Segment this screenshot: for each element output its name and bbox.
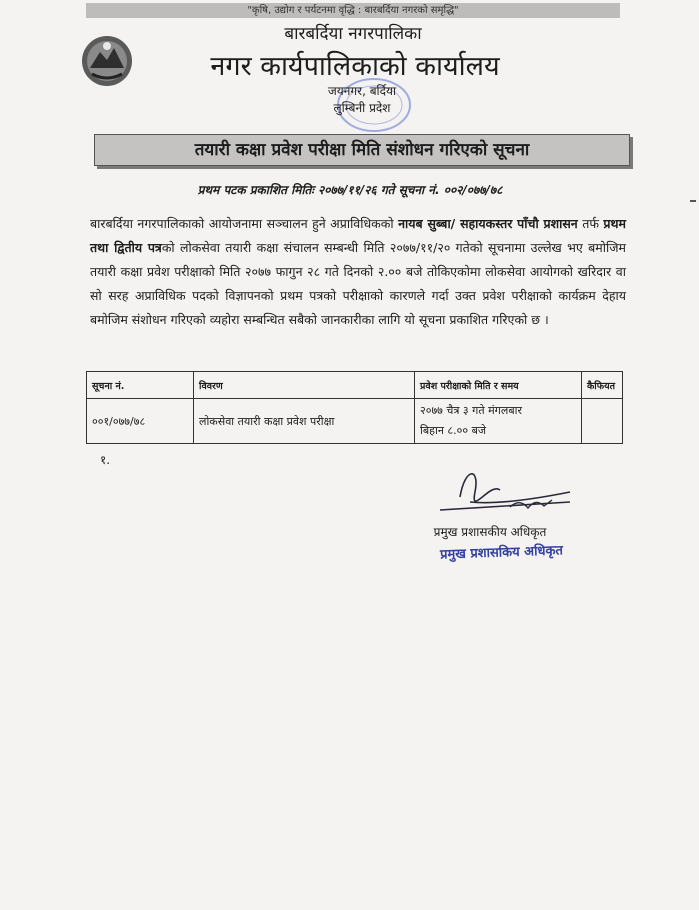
- published-line: प्रथम पटक प्रकाशित मितिः २०७७/११/२६ गते सूचना नं. ००२/०७७/७८: [197, 183, 503, 197]
- exam-time: बिहान ८.०० बजे: [420, 424, 487, 437]
- body-part-1: बारबर्दिया नगरपालिकाको आयोजनामा सञ्चालन हुने अप्राविधिकको: [90, 216, 399, 231]
- address-block: [302, 83, 422, 117]
- address-city: जयनगर, बर्दिया: [327, 84, 397, 98]
- cell-remarks: [582, 399, 623, 444]
- row-number: १.: [100, 453, 111, 467]
- margin-mark: [690, 200, 696, 202]
- table-row: [87, 399, 623, 444]
- notice-body: [90, 212, 626, 332]
- address-province: लुम्बिनी प्रदेश: [333, 101, 391, 115]
- municipality-name: बारबर्दिया नगरपालिका: [284, 24, 422, 44]
- nepal-emblem-icon: [80, 34, 134, 88]
- office-name: नगर कार्यपालिकाको कार्यालय: [210, 51, 500, 82]
- exam-date: २०७७ चैत्र ३ गते मंगलबार: [420, 404, 522, 417]
- body-bold-1: नायब सुब्बा/ सहायकस्तर पाँचौ प्रशासन: [398, 216, 578, 231]
- body-part-3: को लोकसेवा तयारी कक्षा संचालन सम्बन्धी मिति २०७७/११/२० गतेको सूचनामा उल्लेख भए बमोजिम तयारी कक्षा प्रवेश परीक्षाको मिति २०७७ फागुन २८ गते दिनको २.०० बजे तोकिएकोमा लोकसेवा आयोगको खरिदार वा सो सरह अप्राविधिक पदको विज्ञापनको प्रथम पत्रको परीक्षाको कारणले गर्दा उक्त प्रवेश परीक्षाको कार्यक्रम देहाय बमोजिम संशोधन गरिएको व्यहोरा सम्बन्धित सबैको जानकारीका लागि यो सूचना प्रकाशित गरिएको छ ।: [90, 240, 626, 327]
- header-remarks: कैफियत: [582, 372, 623, 399]
- body-bold-2: प्रथम तथा द्वितीय पत्र: [90, 216, 626, 255]
- cell-exam-date: [415, 399, 582, 444]
- notice-title: तयारी कक्षा प्रवेश परीक्षा मिति संशोधन गरिएको सूचना: [94, 134, 630, 166]
- exam-schedule-table: [86, 371, 623, 444]
- officer-stamp: प्रमुख प्रशासकिय अधिकृत: [439, 543, 564, 563]
- header-description: विवरण: [194, 372, 415, 399]
- officer-title: प्रमुख प्रशासकीय अधिकृत: [433, 525, 547, 539]
- cell-notice-no: ००१/०७७/७८: [87, 399, 194, 444]
- body-part-2: तर्फ: [577, 216, 604, 231]
- slogan-bar: "कृषि, उद्योग र पर्यटनमा वृद्धि : बारबर्दिया नगरको समृद्धि": [86, 3, 620, 18]
- header-notice-no: सूचना नं.: [87, 372, 194, 399]
- signature-icon: [420, 462, 580, 522]
- table-header-row: [87, 372, 623, 399]
- cell-description: लोकसेवा तयारी कक्षा प्रवेश परीक्षा: [194, 399, 415, 444]
- header-exam-date: प्रवेश परीक्षाको मिति र समय: [415, 372, 582, 399]
